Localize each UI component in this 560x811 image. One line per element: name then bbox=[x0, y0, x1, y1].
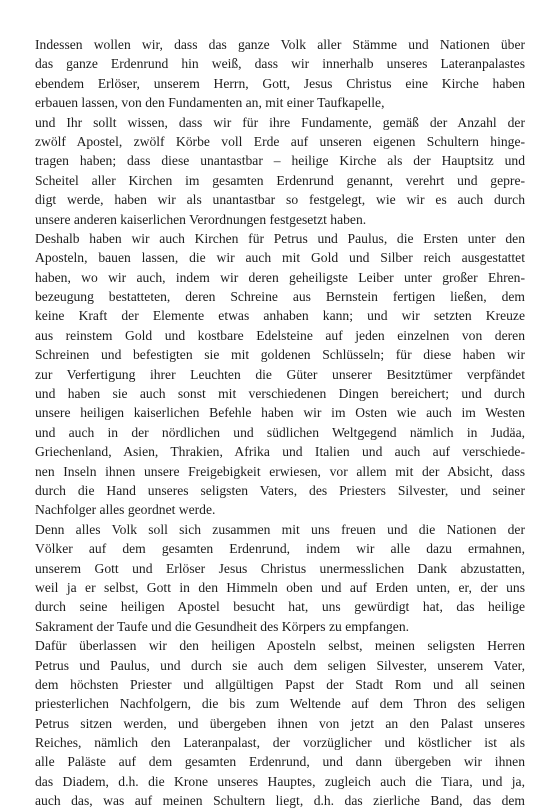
text-line: unserem Gott und Erlöser Jesus Christus unermesslichen Dank abzustatten, bbox=[35, 560, 525, 576]
text-line: und Ihr sollt wissen, dass wir für ihre Fundamente, gemäß der Anzahl der bbox=[35, 114, 525, 130]
text-line: keine Kraft der Elemente etwas anhaben kann; und wir setzten Kreuze bbox=[35, 308, 525, 324]
text-line: haben, wo wir auch, indem wir deren geheiligste Leiber unter großer Ehren- bbox=[35, 269, 525, 285]
text-line: Sakrament der Taufe und die Gesundheit des Körpers zu empfangen. bbox=[35, 618, 410, 634]
text-line: digt werde, haben wir als unantastbar so festgelegt, wie wir es auch durch bbox=[35, 192, 525, 208]
text-line: ebendem Erlöser, unserem Herrn, Gott, Jesus Christus eine Kirche haben bbox=[35, 75, 525, 91]
text-line: und auch in der nördlichen und südlichen Weltgegend nämlich in Judäa, bbox=[35, 424, 525, 440]
text-line: priesterlichen Nachfolgern, die bis zum Weltende auf dem Thron des seligen bbox=[35, 696, 525, 712]
text-line: Scheitel aller Kirchen im gesamten Erdenrund genannt, verehrt und gepre- bbox=[35, 172, 525, 188]
text-line: unsere anderen kaiserlichen Verordnungen festgesetzt haben. bbox=[35, 211, 367, 227]
text-line: Denn alles Volk soll sich zusammen mit uns freuen und die Nationen der bbox=[35, 521, 525, 537]
text-line: durch seine heiligen Apostel besucht hat, uns gewürdigt hat, das heilige bbox=[35, 599, 525, 615]
text-line: auch das, was auf meinen Schultern liegt, d.h. das zierliche Band, das dem bbox=[35, 793, 525, 809]
text-line: Deshalb haben wir auch Kirchen für Petrus und Paulus, die Ersten unter den bbox=[35, 230, 525, 246]
text-line: erbauen lassen, von den Fundamenten an, mit einer Taufkapelle, bbox=[35, 95, 385, 111]
paragraph bbox=[35, 113, 525, 229]
text-line: Schreinen und befestigten sie mit goldenen Schlüsseln; für diese haben wir bbox=[35, 347, 525, 363]
text-line: dem höchsten Priester und allgültigen Papst der Stadt Rom und all seinen bbox=[35, 676, 525, 692]
text-line: aus reinstem Gold und kostbare Edelsteine auf jeden einzelnen von deren bbox=[35, 327, 525, 343]
text-line: Petrus sitzen werden, und übergeben ihnen von jetzt an den Palast unseres bbox=[35, 715, 525, 731]
text-line: nen Inseln ihnen unsere Freigebigkeit erwiesen, vor allem mit der Absicht, dass bbox=[35, 463, 525, 479]
text-line: unsere heiligen kaiserlichen Befehle haben wir im Osten wie auch im Westen bbox=[35, 405, 525, 421]
text-line: bezeugung bestatteten, deren Schreine aus Bernstein fertigen ließen, dem bbox=[35, 289, 525, 305]
text-line: Aposteln, bauen lassen, die wir auch mit Gold und Silber reich ausgestattet bbox=[35, 250, 525, 266]
text-line: das Diadem, d.h. die Krone unseres Hauptes, zugleich auch die Tiara, und ja, bbox=[35, 773, 525, 789]
text-line: zur Verfertigung ihrer Leuchten die Güter unserer Besitztümer verpfändet bbox=[35, 366, 525, 382]
text-line: tragen haben; dass diese unantastbar – heilige Kirche als der Hauptsitz und bbox=[35, 153, 525, 169]
text-line: Nachfolger alles geordnet werde. bbox=[35, 502, 216, 518]
text-line: weil ja er selbst, Gott in den Himmeln oben und auf Erden unten, er, der uns bbox=[35, 579, 525, 595]
text-line: Völker auf dem gesamten Erdenrund, indem wir alle dazu ermahnen, bbox=[35, 541, 525, 557]
paragraph bbox=[35, 229, 525, 520]
text-line: alle Paläste auf dem gesamten Erdenrund, und dann übergeben wir ihnen bbox=[35, 754, 525, 770]
text-line: Indessen wollen wir, dass das ganze Volk aller Stämme und Nationen über bbox=[35, 37, 525, 52]
paragraph bbox=[35, 520, 525, 636]
paragraph bbox=[35, 636, 525, 811]
document-page bbox=[35, 35, 525, 811]
text-line: durch die Hand unseres seligsten Vaters, des Priesters Silvester, und seiner bbox=[35, 482, 525, 498]
text-line: zwölf Apostel, zwölf Körbe voll Erde auf unseren eigenen Schultern hinge- bbox=[35, 133, 525, 149]
text-line: Petrus und Paulus, und durch sie auch dem seligen Silvester, unserem Vater, bbox=[35, 657, 525, 673]
text-line: Griechenland, Asien, Thrakien, Afrika und Italien und auch auf verschiede- bbox=[35, 444, 525, 460]
text-line: das ganze Erdenrund hin weiß, dass wir innerhalb unseres Lateranpalastes bbox=[35, 56, 525, 72]
text-line: Reiches, nämlich den Lateranpalast, der vorzüglicher und köstlicher ist als bbox=[35, 735, 525, 751]
paragraph bbox=[35, 35, 525, 113]
text-line: Dafür überlassen wir den heiligen Aposteln selbst, meinen seligsten Herren bbox=[35, 638, 525, 654]
text-line: und haben sie auch sonst mit verschiedenen Dingen bereichert; und durch bbox=[35, 386, 525, 402]
